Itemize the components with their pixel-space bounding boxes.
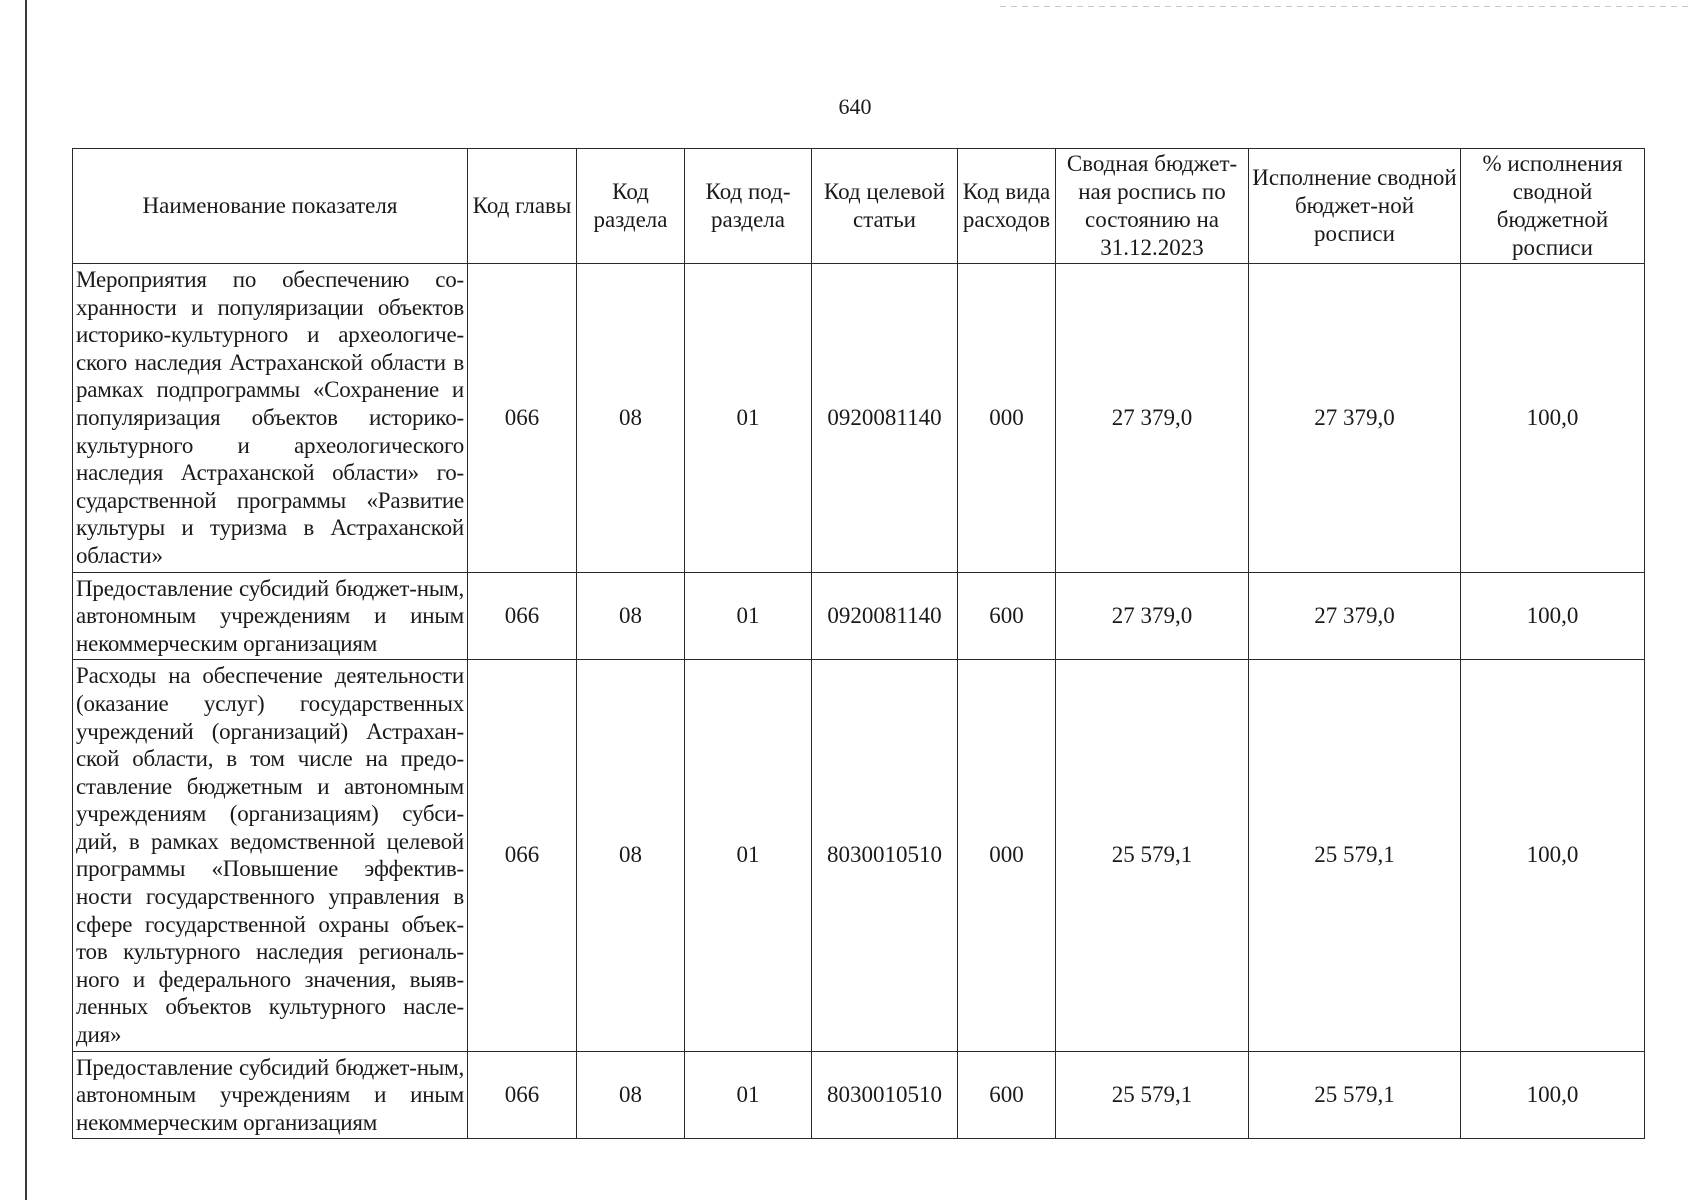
cell-subsection: 01 bbox=[685, 572, 812, 660]
cell-percent: 100,0 bbox=[1461, 660, 1645, 1051]
cell-target: 8030010510 bbox=[812, 660, 958, 1051]
cell-name: Расходы на обеспечение деятельности (оказание услуг) государственных учреждений (организаций) Астрахан-ской области, в том числе на предо-ставление бюджетным и автономным учреждениям (организациям) субси-дий, в рамках ведомственной целевой программы «Повышение эффектив-ности государственного управления в сфере государственной охраны объек-тов культурного наследия региональ-ного и федерального значения, выяв-ленных объектов культурного насле-дия» bbox=[73, 660, 468, 1051]
table-row bbox=[73, 264, 1645, 573]
cell-expense-type: 000 bbox=[958, 264, 1056, 573]
header-section-code: Код раздела bbox=[577, 149, 685, 264]
cell-section: 08 bbox=[577, 660, 685, 1051]
cell-execution: 27 379,0 bbox=[1249, 264, 1461, 573]
table-row bbox=[73, 660, 1645, 1051]
cell-expense-type: 600 bbox=[958, 572, 1056, 660]
cell-expense-type: 600 bbox=[958, 1051, 1056, 1139]
table-row bbox=[73, 572, 1645, 660]
scan-edge-top bbox=[1000, 6, 1690, 7]
cell-name: Предоставление субсидий бюджет-ным, автономным учреждениям и иным некоммерческим организациям bbox=[73, 572, 468, 660]
header-expense-type-code: Код вида расходов bbox=[958, 149, 1056, 264]
header-budget: Сводная бюджет-ная роспись по состоянию на 31.12.2023 bbox=[1056, 149, 1249, 264]
cell-percent: 100,0 bbox=[1461, 1051, 1645, 1139]
cell-subsection: 01 bbox=[685, 264, 812, 573]
cell-expense-type: 000 bbox=[958, 660, 1056, 1051]
header-execution: Исполнение сводной бюджет-ной росписи bbox=[1249, 149, 1461, 264]
cell-execution: 25 579,1 bbox=[1249, 660, 1461, 1051]
cell-chapter: 066 bbox=[468, 572, 577, 660]
header-name: Наименование показателя bbox=[73, 149, 468, 264]
cell-section: 08 bbox=[577, 1051, 685, 1139]
cell-name: Мероприятия по обеспечению со-хранности и популяризации объектов историко-культурного и археологиче-ского наследия Астраханской области в рамках подпрограммы «Сохранение и популяризация объектов историко-культурного и археологического наследия Астраханской области» го-сударственной программы «Развитие культуры и туризма в Астраханской области» bbox=[73, 264, 468, 573]
cell-name: Предоставление субсидий бюджет-ным, автономным учреждениям и иным некоммерческим организациям bbox=[73, 1051, 468, 1139]
cell-chapter: 066 bbox=[468, 660, 577, 1051]
cell-percent: 100,0 bbox=[1461, 572, 1645, 660]
cell-target: 8030010510 bbox=[812, 1051, 958, 1139]
cell-budget: 25 579,1 bbox=[1056, 660, 1249, 1051]
cell-section: 08 bbox=[577, 572, 685, 660]
cell-chapter: 066 bbox=[468, 264, 577, 573]
cell-percent: 100,0 bbox=[1461, 264, 1645, 573]
cell-budget: 27 379,0 bbox=[1056, 572, 1249, 660]
header-chapter-code: Код главы bbox=[468, 149, 577, 264]
header-percent: % исполнения сводной бюджетной росписи bbox=[1461, 149, 1645, 264]
table-row bbox=[73, 1051, 1645, 1139]
cell-execution: 27 379,0 bbox=[1249, 572, 1461, 660]
header-subsection-code: Код под-раздела bbox=[685, 149, 812, 264]
cell-chapter: 066 bbox=[468, 1051, 577, 1139]
scan-edge-left bbox=[25, 0, 27, 1200]
cell-target: 0920081140 bbox=[812, 572, 958, 660]
cell-budget: 27 379,0 bbox=[1056, 264, 1249, 573]
cell-budget: 25 579,1 bbox=[1056, 1051, 1249, 1139]
cell-target: 0920081140 bbox=[812, 264, 958, 573]
cell-execution: 25 579,1 bbox=[1249, 1051, 1461, 1139]
page-number: 640 bbox=[838, 94, 872, 119]
header-target-code: Код целевой статьи bbox=[812, 149, 958, 264]
table-header-row bbox=[73, 149, 1645, 264]
budget-execution-table bbox=[72, 148, 1645, 1139]
cell-subsection: 01 bbox=[685, 1051, 812, 1139]
cell-subsection: 01 bbox=[685, 660, 812, 1051]
cell-section: 08 bbox=[577, 264, 685, 573]
